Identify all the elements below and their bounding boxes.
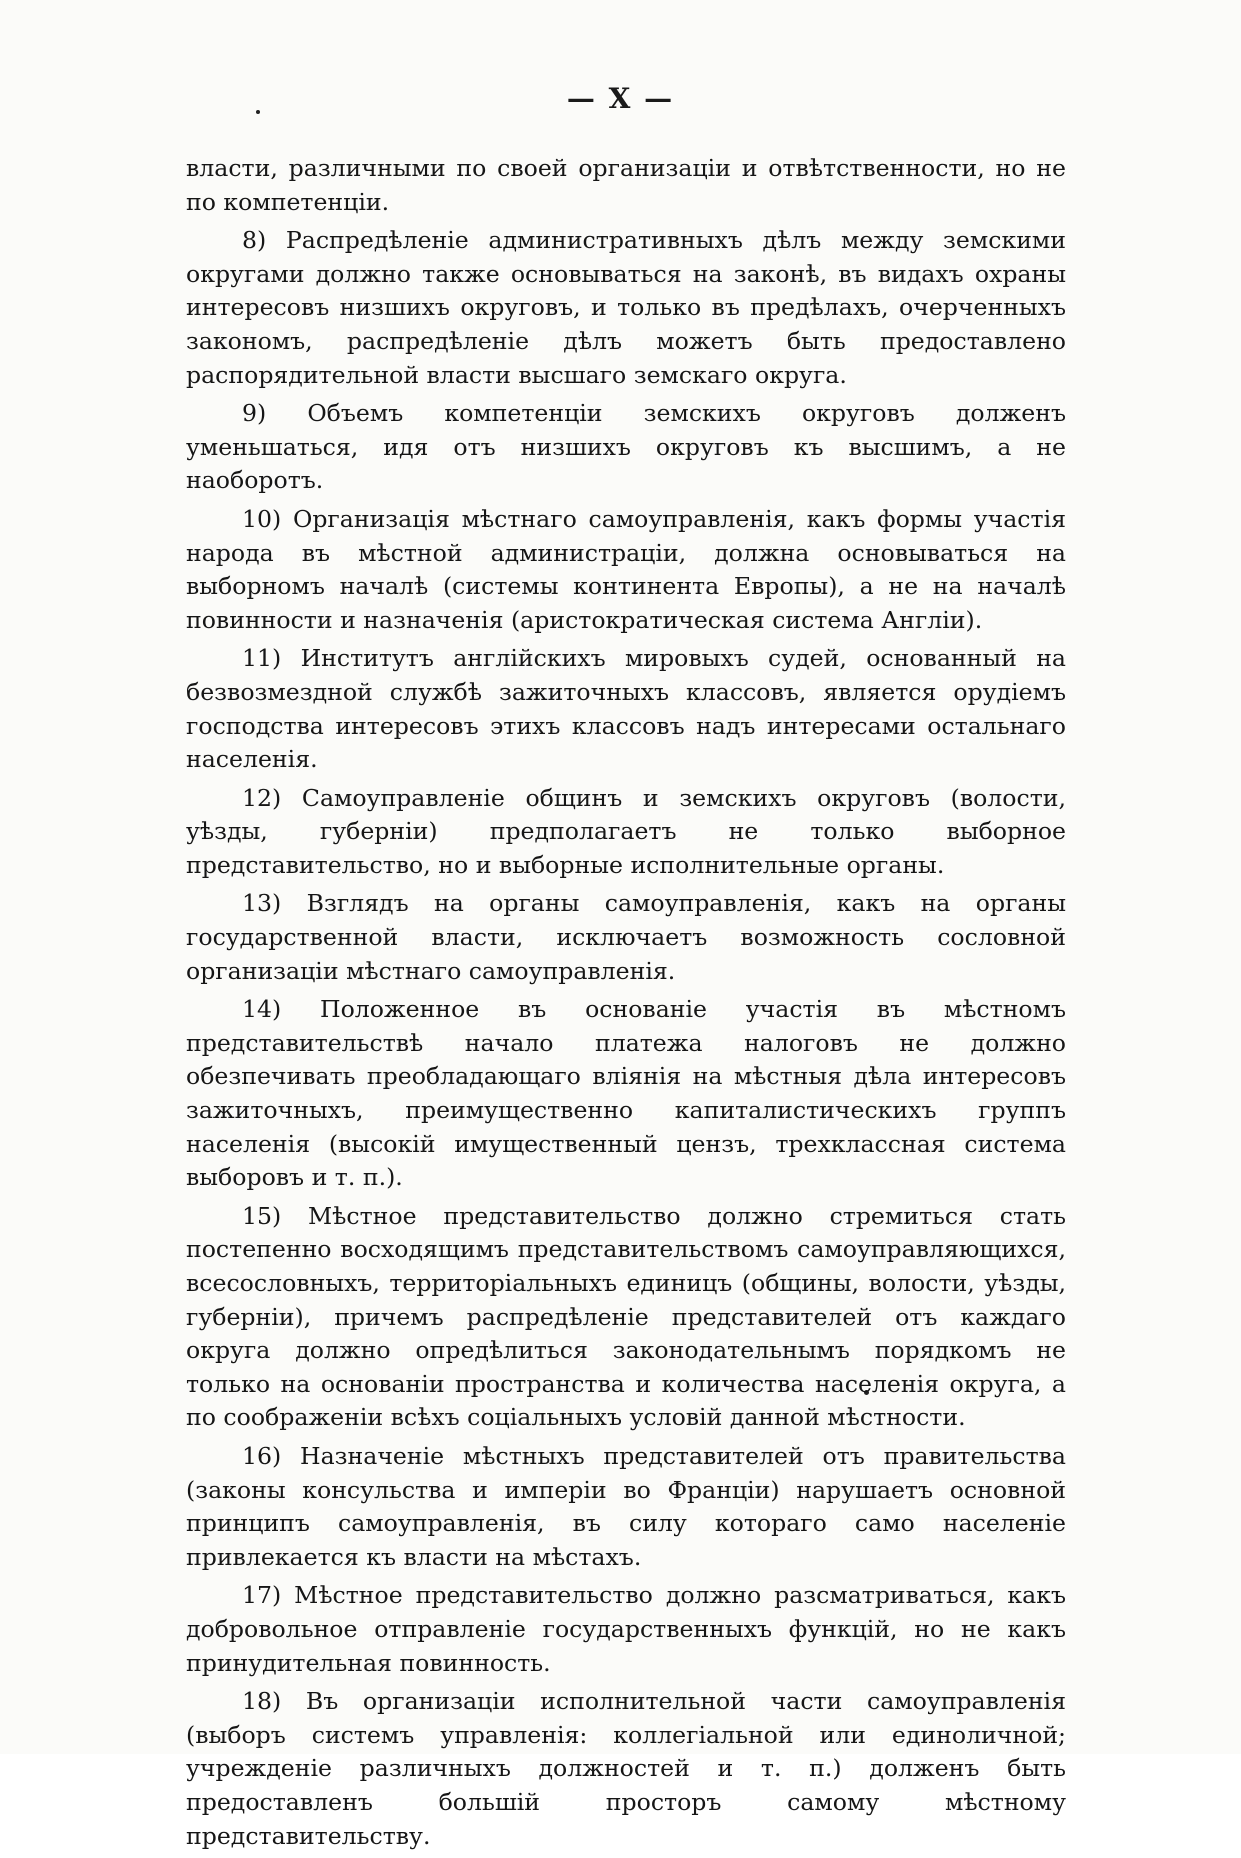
paragraph-item-15: 15) Мѣстное представительство должно стремиться стать постепенно восходящимъ представительствомъ самоуправляющихся, всесословныхъ, территоріальныхъ единицъ (общины, волости, уѣзды, губерніи), причемъ распредѣленіе представителей отъ каждаго округа должно опредѣлиться законодательнымъ порядкомъ не только на основаніи пространства и количества населенія округа, а по соображеніи всѣхъ соціальныхъ условій данной мѣстности. [186, 1201, 1066, 1432]
paragraph-item-18: 18) Въ организаціи исполнительной части самоуправленія (выборъ системъ управленія: коллегіальной или единоличной; учрежденіе различныхъ должностей и т. п.) долженъ быть предоставленъ большій просторъ самому мѣстному представительству. [186, 1687, 1066, 1850]
paragraph-item-12: 12) Самоуправленіе общинъ и земскихъ округовъ (волости, уѣзды, губерніи) предполагаетъ не только выборное представительство, но и выборные исполнительные органы. [186, 783, 1066, 879]
print-speck [256, 110, 260, 114]
page-number-header: — X — [566, 82, 675, 115]
paragraph-continuation: власти, различными по своей организаціи и отвѣтственности, но не по компетенціи. [186, 154, 1066, 216]
paragraph-item-17: 17) Мѣстное представительство должно разсматриваться, какъ добровольное отправленіе государственныхъ функцій, но не какъ принудительная повинность. [186, 1581, 1066, 1677]
body-text [186, 152, 1066, 1858]
paragraph-item-11: 11) Институтъ англійскихъ мировыхъ судей, основанный на безвозмездной службѣ зажиточныхъ классовъ, является орудіемъ господства интересовъ этихъ классовъ надъ интересами остальнаго населенія. [186, 644, 1066, 774]
paragraph-item-14: 14) Положенное въ основаніе участія въ мѣстномъ представительствѣ начало платежа налоговъ не должно обезпечивать преобладающаго вліянія на мѣстныя дѣла интересовъ зажиточныхъ, преимущественно капиталистическихъ группъ населенія (высокій имущественный цензъ, трехклассная система выборовъ и т. п.). [186, 995, 1066, 1192]
paragraph-item-10: 10) Организація мѣстнаго самоуправленія, какъ формы участія народа въ мѣстной администраціи, должна основываться на выборномъ началѣ (системы континента Европы), а не на началѣ повинности и назначенія (аристократическая система Англіи). [186, 504, 1066, 634]
paragraph-item-9: 9) Объемъ компетенціи земскихъ округовъ долженъ уменьшаться, идя отъ низшихъ округовъ къ высшимъ, а не наоборотъ. [186, 399, 1066, 495]
paragraph-item-16: 16) Назначеніе мѣстныхъ представителей отъ правительства (законы консульства и имперіи во Франціи) нарушаетъ основной принципъ самоуправленія, въ силу котораго само населеніе привлекается къ власти на мѣстахъ. [186, 1441, 1066, 1571]
paragraph-item-13: 13) Взглядъ на органы самоуправленія, какъ на органы государственной власти, исключаетъ возможность сословной организаціи мѣстнаго самоуправленія. [186, 889, 1066, 985]
paragraph-item-8: 8) Распредѣленіе административныхъ дѣлъ между земскими округами должно также основываться на законѣ, въ видахъ охраны интересовъ низшихъ округовъ, и только въ предѣлахъ, очерченныхъ закономъ, распредѣленіе дѣлъ можетъ быть предоставлено распорядительной власти высшаго земскаго округа. [186, 226, 1066, 389]
